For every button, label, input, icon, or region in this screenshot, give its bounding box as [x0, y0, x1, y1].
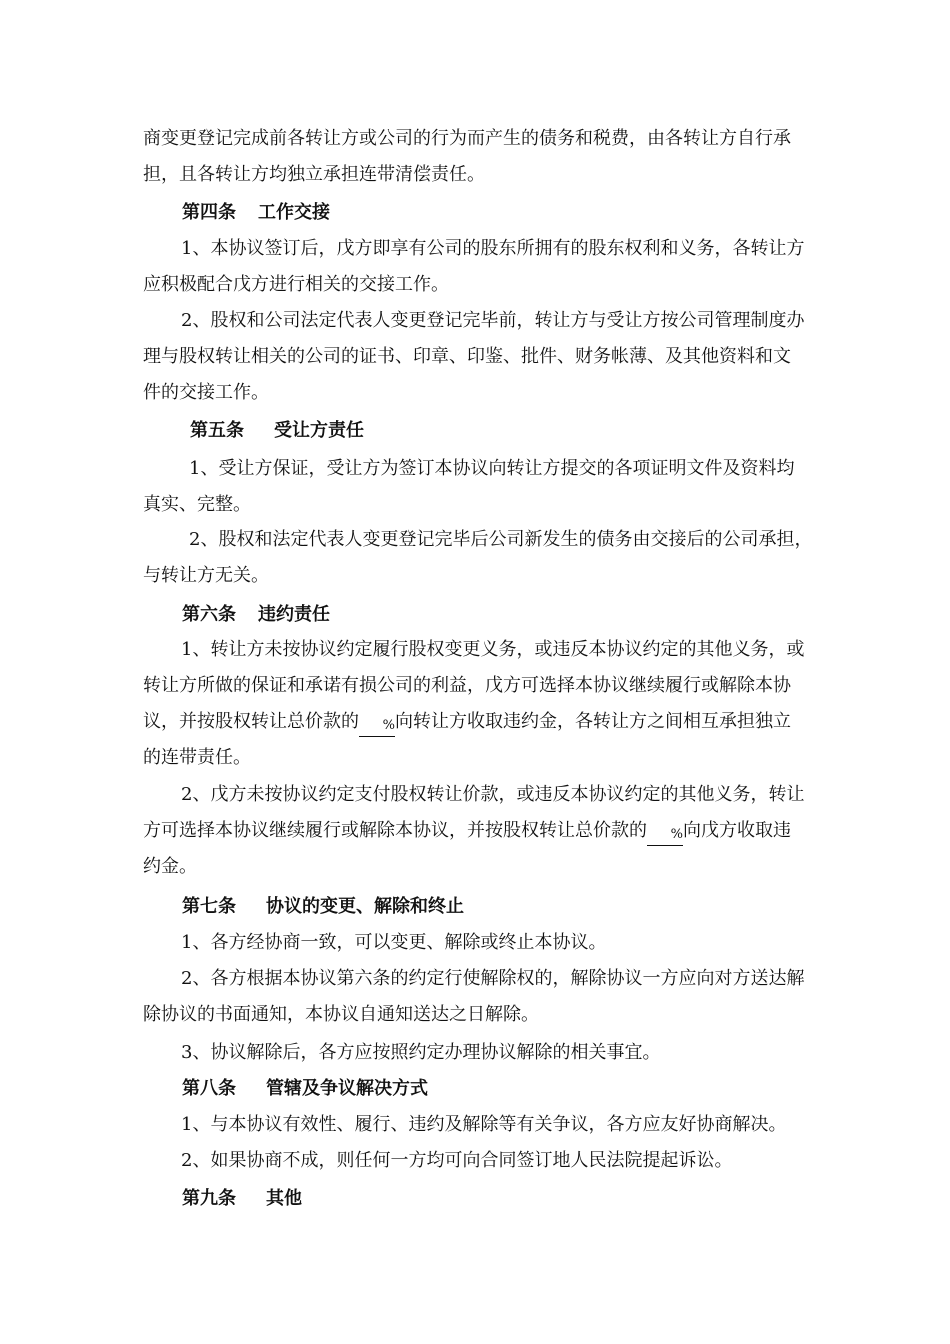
- text-line: 1、本协议签订后，戊方即享有公司的股东所拥有的股东权利和义务，各转让方: [181, 238, 805, 259]
- text-line: 应积极配合戊方进行相关的交接工作。: [143, 274, 449, 295]
- article-title: 工作交接: [258, 202, 330, 223]
- article-4-clause-2: [143, 303, 853, 411]
- text-line: [143, 704, 853, 740]
- percent-blank: [359, 716, 395, 737]
- article-6-heading: [182, 597, 330, 633]
- text-line: 真实、完整。: [143, 494, 251, 515]
- article-title: 受让方责任: [274, 420, 364, 441]
- text-line: 2、股权和法定代表人变更登记完毕后公司新发生的债务由交接后的公司承担，: [189, 529, 813, 550]
- article-number: 第六条: [182, 604, 236, 625]
- text-line: 2、各方根据本协议第六条的约定行使解除权的，解除协议一方应向对方送达解: [181, 968, 805, 989]
- article-9-heading: [182, 1181, 302, 1217]
- article-number: 第四条: [182, 202, 236, 223]
- text-segment: 向戊方收取违: [683, 820, 791, 841]
- article-8-clause-1: [143, 1107, 853, 1143]
- text-line: [143, 813, 853, 849]
- text-line: 转让方所做的保证和承诺有损公司的利益，戊方可选择本协议继续履行或解除本协: [143, 675, 791, 696]
- text-line: 与转让方无关。: [143, 565, 269, 586]
- text-line: 理与股权转让相关的公司的证书、印章、印鉴、批件、财务帐薄、及其他资料和文: [143, 346, 791, 367]
- text-line: 商变更登记完成前各转让方或公司的行为而产生的债务和税费，由各转让方自行承: [143, 128, 791, 149]
- article-title: 违约责任: [258, 604, 330, 625]
- text-line: 1、各方经协商一致，可以变更、解除或终止本协议。: [181, 932, 607, 953]
- text-line: 件的交接工作。: [143, 382, 269, 403]
- article-4-heading: [182, 195, 330, 231]
- text-line: 3、协议解除后，各方应按照约定办理协议解除的相关事宜。: [181, 1042, 661, 1063]
- text-line: 约金。: [143, 856, 197, 877]
- text-segment: 议，并按股权转让总价款的: [143, 711, 359, 732]
- article-5-heading: [190, 413, 364, 449]
- text-segment: 方可选择本协议继续履行或解除本协议，并按股权转让总价款的: [143, 820, 647, 841]
- article-7-clause-1: [143, 925, 853, 961]
- paragraph-continuation: [143, 121, 853, 193]
- text-line: 1、转让方未按协议约定履行股权变更义务，或违反本协议约定的其他义务，或: [181, 639, 805, 660]
- text-line: 1、与本协议有效性、履行、违约及解除等有关争议，各方应友好协商解决。: [181, 1114, 787, 1135]
- text-line: 担，且各转让方均独立承担连带清偿责任。: [143, 164, 485, 185]
- article-number: 第九条: [182, 1188, 236, 1209]
- article-7-clause-2: [143, 961, 853, 1033]
- article-number: 第八条: [182, 1078, 236, 1099]
- article-5-clause-2: [143, 522, 853, 594]
- article-number: 第五条: [190, 420, 244, 441]
- article-8-clause-2: [143, 1143, 853, 1179]
- percent-sign: %: [670, 827, 683, 842]
- text-line: 除协议的书面通知，本协议自通知送达之日解除。: [143, 1004, 539, 1025]
- text-line: 2、戊方未按协议约定支付股权转让价款，或违反本协议约定的其他义务，转让: [181, 784, 805, 805]
- article-5-clause-1: [143, 451, 853, 523]
- article-7-heading: [182, 889, 464, 925]
- text-line: 2、如果协商不成，则任何一方均可向合同签订地人民法院提起诉讼。: [181, 1150, 733, 1171]
- text-line: 1、受让方保证，受让方为签订本协议向转让方提交的各项证明文件及资料均: [189, 458, 795, 479]
- article-7-clause-3: [143, 1035, 853, 1071]
- text-line: 的连带责任。: [143, 747, 251, 768]
- article-4-clause-1: [143, 231, 853, 303]
- percent-sign: %: [382, 718, 395, 733]
- article-8-heading: [182, 1071, 428, 1107]
- text-line: 2、股权和公司法定代表人变更登记完毕前，转让方与受让方按公司管理制度办: [181, 310, 805, 331]
- article-6-clause-2: [143, 777, 853, 885]
- percent-blank: [647, 825, 683, 846]
- article-number: 第七条: [182, 896, 236, 917]
- text-segment: 向转让方收取违约金，各转让方之间相互承担独立: [395, 711, 791, 732]
- article-6-clause-1: [143, 632, 853, 776]
- article-title: 其他: [266, 1188, 302, 1209]
- article-title: 协议的变更、解除和终止: [266, 896, 464, 917]
- article-title: 管辖及争议解决方式: [266, 1078, 428, 1099]
